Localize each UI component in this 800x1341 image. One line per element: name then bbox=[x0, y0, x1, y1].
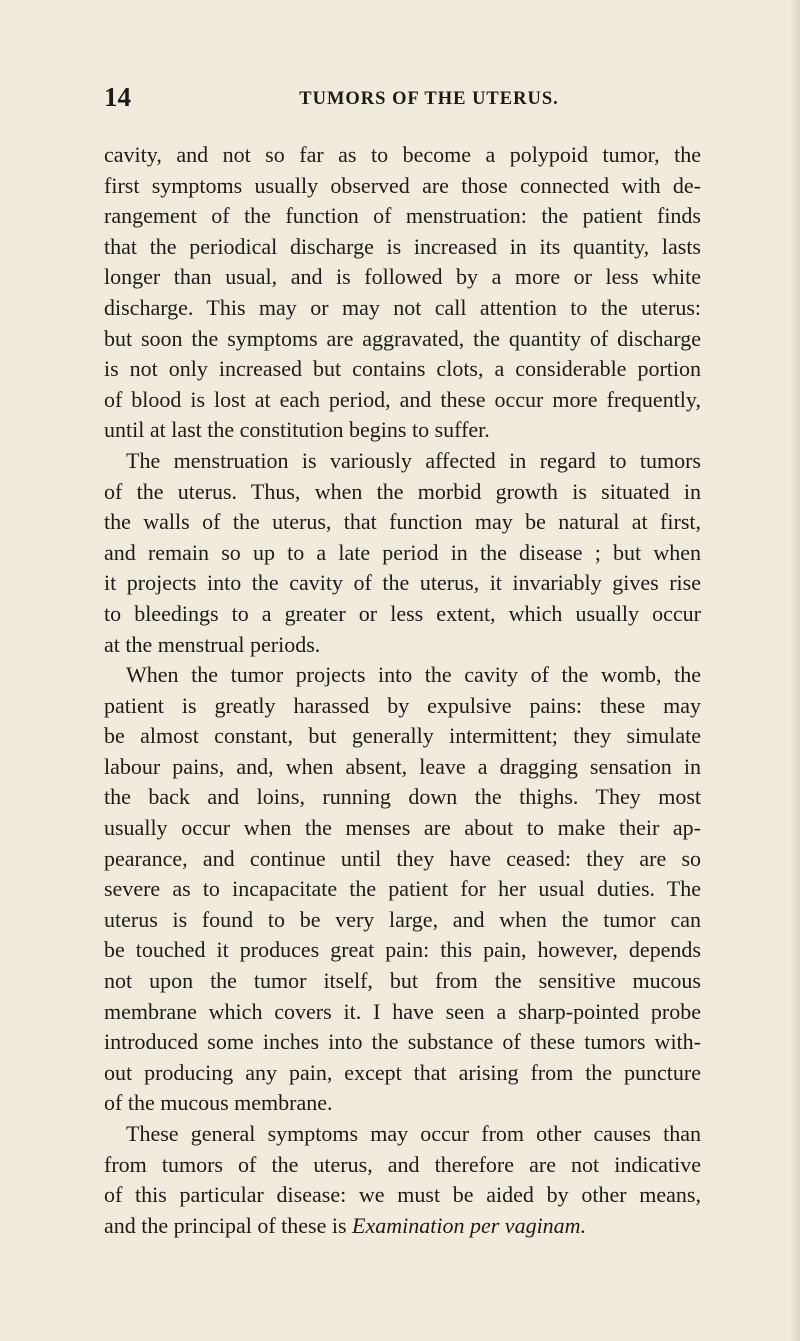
text-line bbox=[104, 1150, 701, 1181]
text-line bbox=[104, 721, 701, 752]
text-line-content: uterus is found to be very large, and when the tumor can bbox=[104, 906, 701, 932]
text-line-content: severe as to incapacitate the patient for her usual duties. The bbox=[104, 876, 701, 902]
text-line bbox=[104, 1180, 701, 1211]
text-line-content: that the periodical discharge is increased in its quantity, lasts bbox=[104, 233, 701, 259]
text-line bbox=[104, 293, 701, 324]
text-line-content: pearance, and continue until they have ceased: they are so bbox=[104, 845, 701, 871]
text-line bbox=[104, 324, 701, 355]
text-line bbox=[104, 966, 701, 997]
text-line bbox=[104, 232, 701, 263]
text-line bbox=[104, 782, 701, 813]
text-line bbox=[104, 201, 701, 232]
text-line-content: out producing any pain, except that arising from the puncture bbox=[104, 1059, 701, 1085]
running-head: TUMORS OF THE UTERUS. bbox=[299, 89, 559, 109]
text-line-content: be touched it produces great pain: this pain, however, depends bbox=[104, 937, 701, 963]
text-line bbox=[104, 1211, 701, 1242]
text-line bbox=[104, 813, 701, 844]
text-line-content: When the tumor projects into the cavity of the womb, the bbox=[126, 662, 701, 688]
text-line bbox=[104, 354, 701, 385]
text-line-content: and remain so up to a late period in the disease ; but when bbox=[104, 539, 701, 565]
text-line-content: the walls of the uterus, that function may be natural at first, bbox=[104, 509, 701, 535]
text-line-content: at the menstrual periods. bbox=[104, 631, 321, 657]
text-line bbox=[104, 905, 701, 936]
text-line bbox=[104, 568, 701, 599]
text-line-content: patient is greatly harassed by expulsive pains: these may bbox=[104, 692, 701, 718]
page-edge-shadow bbox=[790, 0, 800, 1341]
text-line-content: longer than usual, and is followed by a more or less white bbox=[104, 264, 701, 290]
text-line bbox=[104, 1119, 701, 1150]
text-line-content: first symptoms usually observed are those connected with de- bbox=[104, 172, 701, 198]
text-line-content: discharge. This may or may not call attention to the uterus: bbox=[104, 294, 701, 320]
text-line-content: but soon the symptoms are aggravated, the quantity of discharge bbox=[104, 325, 701, 351]
text-line-content: from tumors of the uterus, and therefore are not indicative bbox=[104, 1151, 701, 1177]
text-line-content: of blood is lost at each period, and these occur more frequently, bbox=[104, 386, 701, 412]
text-line bbox=[104, 538, 701, 569]
text-line bbox=[104, 1088, 701, 1119]
text-line-content: and the principal of these is bbox=[104, 1212, 353, 1238]
text-line bbox=[104, 1027, 701, 1058]
text-line-content: of the mucous membrane. bbox=[104, 1090, 333, 1116]
text-line-content: labour pains, and, when absent, leave a dragging sensation in bbox=[104, 753, 701, 779]
text-line bbox=[104, 844, 701, 875]
text-line bbox=[104, 691, 701, 722]
text-line-content: to bleedings to a greater or less extent, which usually occur bbox=[104, 600, 701, 626]
text-line-content: introduced some inches into the substance of these tumors with- bbox=[104, 1029, 701, 1055]
text-line-content: of the uterus. Thus, when the morbid growth is situated in bbox=[104, 478, 701, 504]
text-line-content: of this particular disease: we must be aided by other means, bbox=[104, 1182, 701, 1208]
text-line bbox=[104, 874, 701, 905]
text-line bbox=[104, 660, 701, 691]
text-line bbox=[104, 140, 701, 171]
text-line-content: The menstruation is variously affected in regard to tumors bbox=[126, 447, 701, 473]
text-line-content: until at last the constitution begins to suffer. bbox=[104, 417, 490, 443]
italic-phrase: Examination per vaginam. bbox=[352, 1212, 587, 1238]
text-line-content: be almost constant, but generally intermittent; they simulate bbox=[104, 723, 701, 749]
text-line bbox=[104, 630, 701, 661]
text-line bbox=[104, 507, 701, 538]
text-line bbox=[104, 171, 701, 202]
text-line-content: rangement of the function of menstruation: the patient finds bbox=[104, 203, 701, 229]
text-line-content: membrane which covers it. I have seen a sharp-pointed probe bbox=[104, 998, 701, 1024]
text-line-content: usually occur when the menses are about to make their ap- bbox=[104, 815, 701, 841]
text-line-content: it projects into the cavity of the uterus, it invariably gives rise bbox=[104, 570, 701, 596]
text-line bbox=[104, 477, 701, 508]
text-line-content: not upon the tumor itself, but from the sensitive mucous bbox=[104, 968, 701, 994]
text-line bbox=[104, 262, 701, 293]
text-line bbox=[104, 1058, 701, 1089]
page-header bbox=[104, 82, 704, 116]
page-number: 14 bbox=[104, 82, 131, 112]
text-line bbox=[104, 997, 701, 1028]
text-line-content: These general symptoms may occur from other causes than bbox=[126, 1121, 701, 1146]
text-line-content: is not only increased but contains clots, a considerable portion bbox=[104, 356, 701, 382]
text-line bbox=[104, 385, 701, 416]
text-line-content: cavity, and not so far as to become a polypoid tumor, the bbox=[104, 142, 701, 167]
text-line-content: the back and loins, running down the thighs. They most bbox=[104, 784, 701, 810]
text-line bbox=[104, 415, 701, 446]
text-line bbox=[104, 446, 701, 477]
text-line bbox=[104, 935, 701, 966]
body-text bbox=[104, 140, 701, 1241]
text-line bbox=[104, 752, 701, 783]
text-line bbox=[104, 599, 701, 630]
